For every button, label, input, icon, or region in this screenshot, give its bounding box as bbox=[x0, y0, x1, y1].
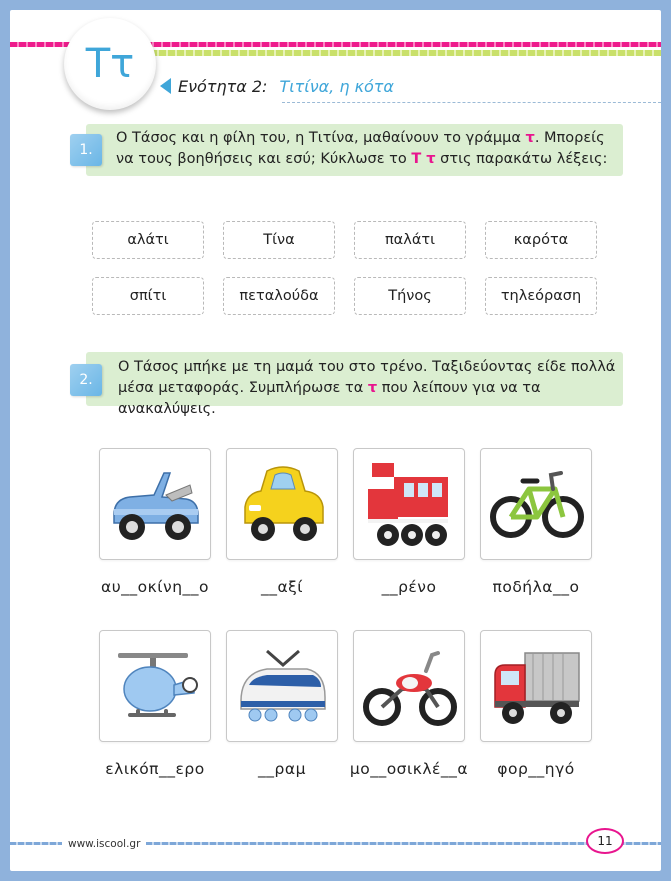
helicopter-icon bbox=[100, 631, 212, 743]
vehicle-caption: __αξί bbox=[260, 578, 304, 596]
vehicle-caption: μο__οσικλέ__α bbox=[349, 760, 469, 778]
word-box[interactable] bbox=[354, 277, 466, 315]
exercise-1-line-1 bbox=[116, 128, 623, 149]
vehicle-caption: ποδήλα__ο bbox=[492, 578, 580, 596]
exercise-1-instructions bbox=[86, 124, 623, 176]
exercise-1-text: να τους βοηθήσεις και εσύ; Κύκλωσε το bbox=[116, 151, 412, 167]
car-icon bbox=[100, 449, 212, 561]
word-text: Τίνα bbox=[263, 232, 295, 248]
exercise-number-text: 1. bbox=[79, 142, 93, 158]
word-box[interactable] bbox=[485, 277, 597, 315]
motorcycle-icon bbox=[354, 631, 466, 743]
word-text: παλάτι bbox=[384, 232, 436, 248]
exercise-2-instructions bbox=[86, 352, 623, 417]
tram-icon bbox=[227, 631, 339, 743]
unit-underline bbox=[282, 102, 661, 103]
vehicle-card bbox=[226, 448, 338, 560]
exercise-2-line-1: Ο Τάσος μπήκε με τη μαμά του στο τρένο. Ταξιδεύοντας είδε πολλά bbox=[118, 359, 616, 375]
word-box[interactable] bbox=[223, 277, 335, 315]
word-box[interactable] bbox=[223, 221, 335, 259]
unit-title: Τιτίνα, η κότα bbox=[279, 76, 394, 96]
letter-badge-text: Ττ bbox=[85, 41, 135, 87]
exercise-2-number bbox=[70, 364, 102, 396]
word-text: καρότα bbox=[513, 232, 569, 248]
vehicle-card bbox=[99, 448, 211, 560]
exercise-2-text: μέσα μεταφοράς. Συμπλήρωσε τα bbox=[118, 380, 368, 396]
vehicle-caption: αυ__οκίνη__ο bbox=[100, 578, 209, 596]
exercise-1-text: . Μπορείς bbox=[534, 130, 605, 146]
exercise-1-text: Ο Τάσος και η φίλη του, η Τιτίνα, μαθαίνουν το γράμμα bbox=[116, 130, 526, 146]
word-box[interactable] bbox=[92, 277, 204, 315]
highlight-letter: τ bbox=[525, 130, 535, 146]
unit-heading bbox=[160, 72, 660, 100]
exercise-1-text: στις παρακάτω λέξεις: bbox=[435, 151, 608, 167]
vehicle-card bbox=[99, 630, 211, 742]
train-icon bbox=[354, 449, 466, 561]
letter-badge bbox=[64, 18, 156, 110]
vehicle-card bbox=[353, 630, 465, 742]
word-text: τηλεόραση bbox=[500, 288, 582, 304]
vehicle-caption: __ρένο bbox=[381, 578, 437, 596]
vehicle-card bbox=[353, 448, 465, 560]
exercise-2-line-2 bbox=[118, 378, 623, 420]
word-box[interactable] bbox=[485, 221, 597, 259]
workbook-page bbox=[10, 10, 661, 871]
vehicle-card bbox=[480, 630, 592, 742]
page-number bbox=[586, 828, 624, 854]
truck-icon bbox=[481, 631, 593, 743]
highlight-letter: Τ τ bbox=[411, 151, 436, 167]
exercise-1-line-2 bbox=[116, 149, 623, 170]
exercise-1-number bbox=[70, 134, 102, 166]
header-green-stripe bbox=[150, 50, 661, 56]
taxi-icon bbox=[227, 449, 339, 561]
footer-url[interactable]: www.iscool.gr bbox=[62, 836, 146, 852]
word-text: αλάτι bbox=[127, 232, 169, 248]
exercise-2-text: που λείπουν για να τα ανακαλύψεις. bbox=[118, 380, 541, 417]
bicycle-icon bbox=[481, 449, 593, 561]
vehicle-card bbox=[480, 448, 592, 560]
word-text: Τήνος bbox=[388, 288, 432, 304]
word-box[interactable] bbox=[92, 221, 204, 259]
vehicle-caption: __ραμ bbox=[258, 760, 306, 778]
word-text: σπίτι bbox=[129, 288, 167, 304]
exercise-number-text: 2. bbox=[79, 372, 93, 388]
word-text: πεταλούδα bbox=[239, 288, 319, 304]
vehicle-caption: ελικόπ__ερο bbox=[105, 760, 205, 778]
vehicle-caption: φορ__ηγό bbox=[497, 760, 575, 778]
highlight-letter: τ bbox=[367, 380, 378, 396]
word-box[interactable] bbox=[354, 221, 466, 259]
triangle-left-icon bbox=[160, 78, 171, 94]
vehicle-card bbox=[226, 630, 338, 742]
page-number-text: 11 bbox=[597, 834, 613, 848]
unit-label: Ενότητα 2: bbox=[178, 76, 268, 96]
